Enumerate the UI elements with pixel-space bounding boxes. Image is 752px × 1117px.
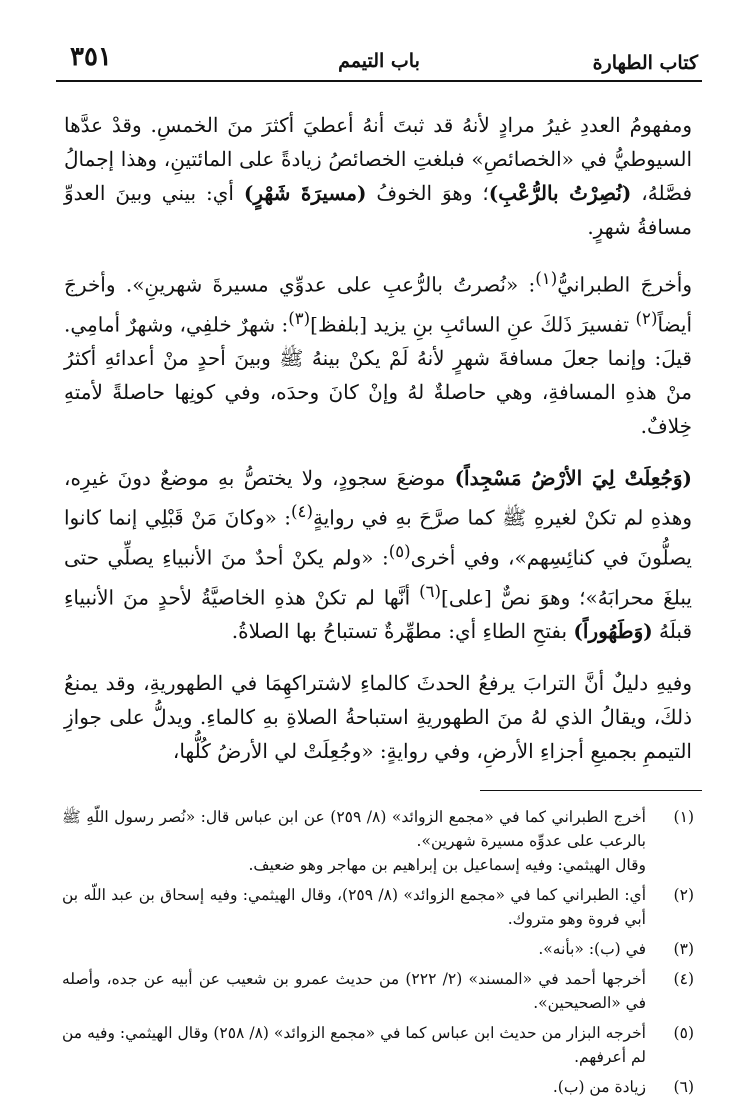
footnote-text: أخرج الطبراني كما في «مجمع الزوائد» (٨/ ٢٥٩) عن ابن عباس قال: «نُصر رسول اللّهِ ﷺ بالرعب على عدوِّه مسيرة شهرين». <box>62 808 646 851</box>
footnote-ref: (١) <box>535 269 558 288</box>
footnote-ref: (٥) <box>388 541 411 561</box>
footnote-number: (٦) <box>673 1078 694 1097</box>
footnote-number: (١) <box>673 808 694 827</box>
footnote <box>56 883 698 931</box>
text-run: : شهرٌ خلفِي، وشهرٌ أمامِي. قيلَ: وإنما جعلَ مسافةَ شهرٍ لأنهُ لَمْ يكنْ بينهُ ﷺ وبينَ أحدٍ منْ أعدائهِ أكثرُ منْ هذهِ المسافةِ، وهي حاصلةٌ لهُ وإنْ كانَ وحدَه، وفي كونِها حاصلةً لأمتهِ خِلافٌ. <box>64 312 692 439</box>
text-run: موضعَ سجودٍ، ولا يختصُّ بهِ موضعٌ دونَ غيرِه، وهذهِ لم تكنْ لغيرهِ ﷺ كما صرَّحَ بهِ في روايةٍ <box>64 466 692 530</box>
footnote-separator <box>480 790 702 791</box>
footnote-number: (٢) <box>673 886 694 905</box>
footnote <box>56 967 698 1015</box>
main-text <box>56 108 702 768</box>
section-title: باب التيمم <box>338 50 420 72</box>
footnote-number: (٤) <box>673 970 694 989</box>
footnote-number: (٣) <box>673 940 694 959</box>
footnote-text: وقال الهيثمي: وفيه إسماعيل بن إبراهيم بن مهاجر وهو ضعيف. <box>248 856 646 875</box>
text-run: أي: بيني وبينَ العدوِّ مسافةُ شهرٍ. <box>64 181 692 239</box>
footnotes <box>56 805 702 1099</box>
footnote-ref: (٦) <box>419 581 442 601</box>
text-run: وأخرجَ الطبرانيُّ <box>557 272 692 297</box>
text-run: ؛ وهوَ الخوفُ <box>366 181 489 205</box>
footnote-text: أي: الطبراني كما في «مجمع الزوائد» (٨/ ٢٥٩)، وقال الهيثمي: وفيه إسحاق بن عبد اللّه بن أبي فروة وهو متروك. <box>62 886 647 929</box>
text-run: : «ولم يكنْ أحدٌ منَ الأنبياءِ يصلِّي حتى يبلغَ محرابَهُ»؛ وهوَ نصٌّ [على] <box>64 545 692 610</box>
text-run: أنَّها لم تكنْ هذهِ الخاصيَّةُ لأحدٍ منَ الأنبياءِ قبلَهُ <box>64 585 692 644</box>
page-header <box>56 36 702 82</box>
footnote-text: زيادة من (ب). <box>552 1078 646 1097</box>
hadith-phrase: (وَطَهُوراً) <box>573 619 653 644</box>
hadith-phrase: (وَجُعِلَتْ لِيَ الأرْضُ مَسْجِداً) <box>454 466 693 491</box>
footnote-ref: (٤) <box>291 502 313 522</box>
footnote-text: في (ب): «بأنه». <box>538 940 646 959</box>
paragraph <box>56 461 702 648</box>
footnote <box>56 805 698 877</box>
page-number: ٣٥١ <box>70 42 112 72</box>
paragraph <box>56 262 702 443</box>
footnote <box>56 937 698 961</box>
footnote-number: (٥) <box>673 1024 694 1043</box>
text-run: : «نُصرتُ بالرُّعبِ على عدوِّي مسيرةَ شهرينِ». وأخرجَ أيضاً <box>64 272 692 337</box>
paragraph <box>56 108 702 244</box>
text-run: تفسيرَ ذَلكَ عنِ السائبِ بنِ يزيد [بلفظ] <box>310 312 636 337</box>
text-run: وفيهِ دليلٌ أنَّ الترابَ يرفعُ الحدثَ كالماءِ لاشتراكهِمَا في الطهوريةِ، وقد يمنعُ ذلكَ، ويقالُ الذي لهُ منَ الطهوريةِ استباحةُ الصلاةِ بهِ كالماءِ. ويدلُّ على جوازِ التيممِ بجميعِ أجزاءِ الأرضِ، وفي روايةٍ: «وجُعِلَتْ لي الأرضُ كُلُّها، <box>64 671 692 764</box>
footnote <box>56 1021 698 1069</box>
chapter-title: كتاب الطهارة <box>592 52 698 74</box>
footnote-ref: (٢) <box>635 308 658 328</box>
text-run: بفتحِ الطاءِ أي: مطهِّرةٌ تستباحُ بها الصلاةُ. <box>231 619 574 644</box>
text-run: : «وكانَ مَنْ قَبْلِي إنما كانوا يصلُّونَ في كنائِسِهم»، وفي أخرى <box>64 505 692 570</box>
hadith-phrase: (نُصِرْتُ بالرُّعْبِ) <box>488 181 632 205</box>
footnote-ref: (٣) <box>288 308 311 328</box>
text-run: ومفهومُ العددِ غيرُ مرادٍ لأنهُ قد ثبتَ أنهُ أعطيَ أكثرَ منَ الخمسِ. وقدْ عدَّها السيوطيُّ في «الخصائصِ» فبلغتِ الخصائصُ زيادةً على المائتينِ، وهذا إجمالُ فصَّلهُ، <box>64 113 693 205</box>
footnote-text: أخرجه البزار من حديث ابن عباس كما في «مجمع الزوائد» (٨/ ٢٥٨) وقال الهيثمي: وفيه من لم أعرفهم. <box>62 1024 646 1067</box>
footnote <box>56 1075 698 1099</box>
hadith-phrase: (مسيرَةَ شَهْرٍ) <box>243 181 367 205</box>
footnote-text: أخرجها أحمد في «المسند» (٢/ ٢٢٢) من حديث عمرو بن شعيب عن أبيه عن جده، وأصله في «الصحيحين». <box>62 970 646 1013</box>
paragraph <box>56 666 702 768</box>
